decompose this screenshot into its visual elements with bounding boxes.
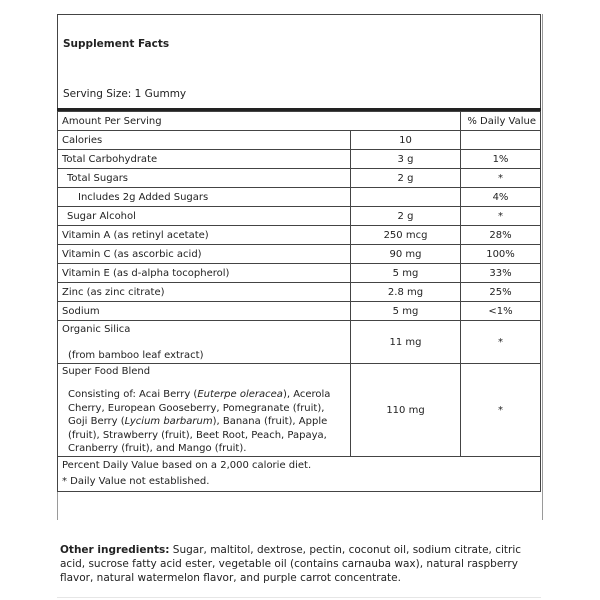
nutrient-name: Sugar Alcohol: [58, 207, 351, 226]
nutrient-name: Sodium: [58, 302, 351, 321]
nutrient-amount: 5 mg: [351, 302, 461, 321]
nutrient-amount: 3 g: [351, 150, 461, 169]
serving-size: Serving Size: 1 Gummy: [63, 88, 187, 100]
organic-silica-row: [58, 321, 541, 364]
table-row: [58, 302, 541, 321]
nutrient-dv: 100%: [461, 245, 541, 264]
nutrient-dv: <1%: [461, 302, 541, 321]
table-row: [58, 283, 541, 302]
goji-latin-name: Lycium barbarum: [124, 416, 213, 428]
footnotes-cell: [58, 457, 541, 492]
nutrient-dv: 25%: [461, 283, 541, 302]
other-ingredients-label: Other ingredients:: [60, 544, 170, 556]
supplement-facts-table: [57, 111, 541, 492]
organic-silica-cell: [58, 321, 351, 364]
nutrient-amount: 10: [351, 131, 461, 150]
table-row: [58, 226, 541, 245]
nutrient-name: Calories: [58, 131, 351, 150]
table-row: [58, 245, 541, 264]
nutrient-amount: 2 g: [351, 169, 461, 188]
daily-value-header: % Daily Value: [461, 112, 541, 131]
super-food-blend-name: Super Food Blend: [62, 366, 151, 378]
nutrient-dv: 33%: [461, 264, 541, 283]
table-row: [58, 169, 541, 188]
nutrient-amount: 2.8 mg: [351, 283, 461, 302]
nutrient-dv: 1%: [461, 150, 541, 169]
blend-text-middle: ), Acerola Cherry, European Gooseberry, Pomegranate (fruit), Goji Berry (: [68, 389, 331, 428]
table-row: [58, 150, 541, 169]
footnotes-row: [58, 457, 541, 492]
nutrient-name: Vitamin A (as retinyl acetate): [58, 226, 351, 245]
nutrient-amount: 5 mg: [351, 264, 461, 283]
footnote-daily-value: Percent Daily Value based on a 2,000 calorie diet.: [62, 460, 312, 471]
nutrient-name: Vitamin E (as d-alpha tocopherol): [58, 264, 351, 283]
nutrient-amount: 90 mg: [351, 245, 461, 264]
blend-text-tail: ), Banana (fruit), Apple (fruit), Strawberry (fruit), Beet Root, Peach, Papaya, Cranberry (fruit), and Mango (fruit).: [68, 416, 328, 455]
nutrient-name: Total Sugars: [58, 169, 351, 188]
nutrient-dv: [461, 131, 541, 150]
super-food-blend-row: [58, 364, 541, 457]
nutrient-dv: 28%: [461, 226, 541, 245]
nutrient-dv: 4%: [461, 188, 541, 207]
nutrient-amount: [351, 188, 461, 207]
table-row: [58, 131, 541, 150]
nutrient-dv: *: [461, 207, 541, 226]
nutrient-amount: 250 mcg: [351, 226, 461, 245]
nutrient-dv: *: [461, 169, 541, 188]
super-food-blend-ingredients: [62, 388, 346, 456]
nutrient-name: Total Carbohydrate: [58, 150, 351, 169]
amount-per-serving-header: Amount Per Serving: [58, 112, 461, 131]
super-food-blend-amount: 110 mg: [351, 364, 461, 457]
blend-text-prefix: Consisting of: Acai Berry (: [68, 389, 198, 401]
other-ingredients-text: Sugar, maltitol, dextrose, pectin, coconut oil, sodium citrate, citric acid, sucrose fatty acid ester, vegetable oil (contains carnauba wax), natural raspberry flavor, natural watermelon flavor, and purple carrot concentrate.: [60, 544, 522, 584]
nutrient-name: Includes 2g Added Sugars: [58, 188, 351, 207]
nutrient-amount: 2 g: [351, 207, 461, 226]
label-title: Supplement Facts: [63, 38, 170, 50]
nutrient-name: Vitamin C (as ascorbic acid): [58, 245, 351, 264]
footnote-not-established: * Daily Value not established.: [62, 476, 210, 487]
bottom-divider: [57, 597, 541, 598]
other-ingredients: [60, 543, 540, 585]
table-row: [58, 264, 541, 283]
table-row: [58, 207, 541, 226]
organic-silica-dv: *: [461, 321, 541, 364]
organic-silica-amount: 11 mg: [351, 321, 461, 364]
super-food-blend-cell: [58, 364, 351, 457]
organic-silica-name: Organic Silica: [62, 323, 131, 335]
table-header-row: [58, 112, 541, 131]
super-food-blend-dv: *: [461, 364, 541, 457]
acai-latin-name: Euterpe oleracea: [197, 389, 283, 401]
supplement-facts-header: [57, 14, 541, 110]
nutrient-name: Zinc (as zinc citrate): [58, 283, 351, 302]
table-row: [58, 188, 541, 207]
organic-silica-source: (from bamboo leaf extract): [68, 349, 204, 361]
